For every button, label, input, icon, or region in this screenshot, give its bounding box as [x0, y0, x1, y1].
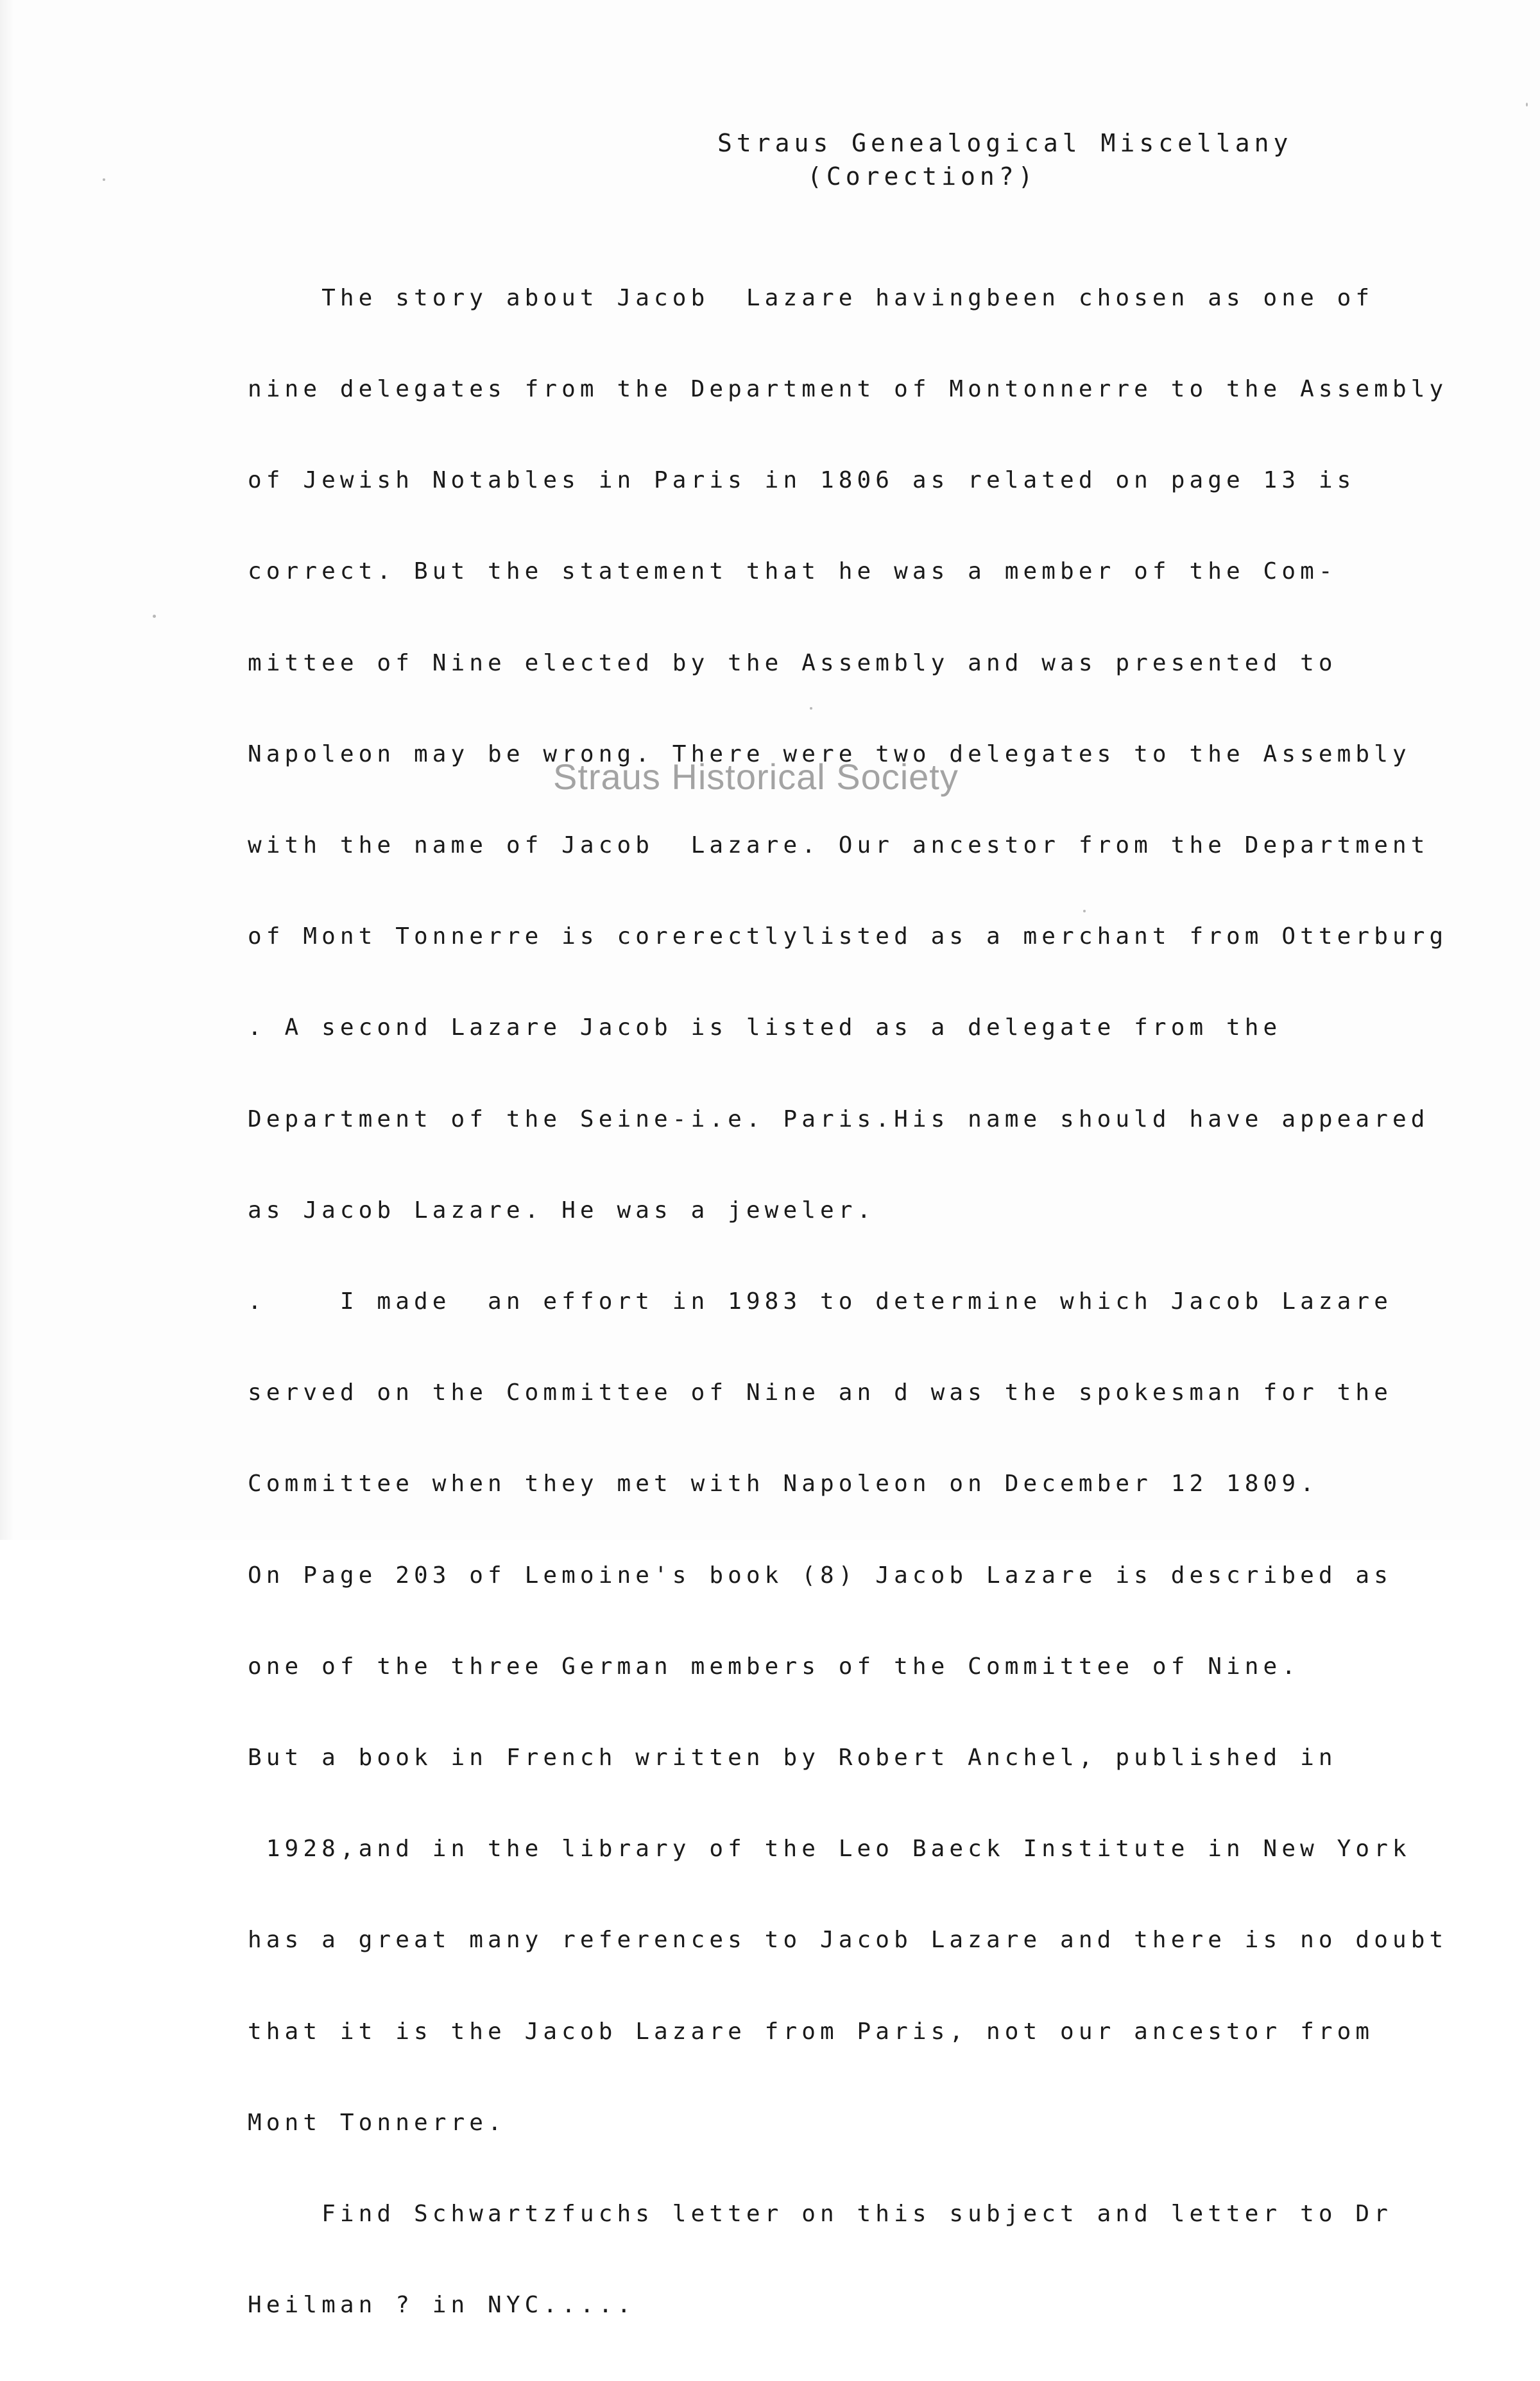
body-line: . A second Lazare Jacob is listed as a delegate from the	[248, 1014, 1282, 1041]
body-line: But a book in French written by Robert Anchel, published in	[248, 1745, 1337, 1771]
body-line: The story about Jacob Lazare havingbeen chosen as one of	[248, 284, 1374, 311]
body-line: Department of the Seine-i.e. Paris.His name should have appeared	[248, 1105, 1430, 1132]
body-line: one of the three German members of the Committee of Nine.	[248, 1653, 1301, 1680]
body-line: of Jewish Notables in Paris in 1806 as related on page 13 is	[248, 467, 1356, 494]
body-line: . I made an effort in 1983 to determine which Jacob Lazare	[248, 1288, 1392, 1315]
scan-speck	[810, 707, 812, 710]
body-line: mittee of Nine elected by the Assembly and was presented to	[248, 649, 1337, 676]
body-line: with the name of Jacob Lazare. Our ancestor from the Department	[248, 832, 1430, 859]
scan-speck	[153, 615, 156, 618]
scan-speck	[1083, 910, 1086, 912]
body-line: Committee when they met with Napoleon on December 12 1809.	[248, 1471, 1319, 1498]
body-line: correct. But the statement that he was a member of the Com-	[248, 558, 1337, 585]
body-line: served on the Committee of Nine an d was the spokesman for the	[248, 1379, 1392, 1406]
body-line: as Jacob Lazare. He was a jeweler.	[248, 1197, 876, 1224]
body-line: Napoleon may be wrong. There were two delegates to the Assembly	[248, 740, 1411, 767]
document-title: Straus Genealogical Miscellany	[717, 129, 1293, 157]
document-subtitle: (Corection?)	[807, 162, 1038, 191]
body-line: Heilman ? in NYC.....	[248, 2292, 636, 2319]
body-line: of Mont Tonnerre is corerectlylisted as a merchant from Otterburg	[248, 923, 1448, 950]
body-line: Mont Tonnerre.	[248, 2109, 506, 2136]
scan-speck	[1526, 103, 1528, 107]
document-body	[248, 222, 1448, 2381]
scan-edge-shadow	[0, 0, 14, 1540]
body-line: nine delegates from the Department of Montonnerre to the Assembly	[248, 376, 1448, 403]
body-line: Find Schwartzfuchs letter on this subject and letter to Dr	[248, 2201, 1392, 2228]
body-line: that it is the Jacob Lazare from Paris, not our ancestor from	[248, 2018, 1374, 2045]
body-line: On Page 203 of Lemoine's book (8) Jacob Lazare is described as	[248, 1562, 1392, 1589]
scan-speck	[103, 178, 105, 181]
watermark: Straus Historical Society	[553, 756, 959, 797]
body-line: has a great many references to Jacob Lazare and there is no doubt	[248, 1927, 1448, 1954]
body-line: 1928,and in the library of the Leo Baeck Institute in New York	[248, 1836, 1411, 1863]
